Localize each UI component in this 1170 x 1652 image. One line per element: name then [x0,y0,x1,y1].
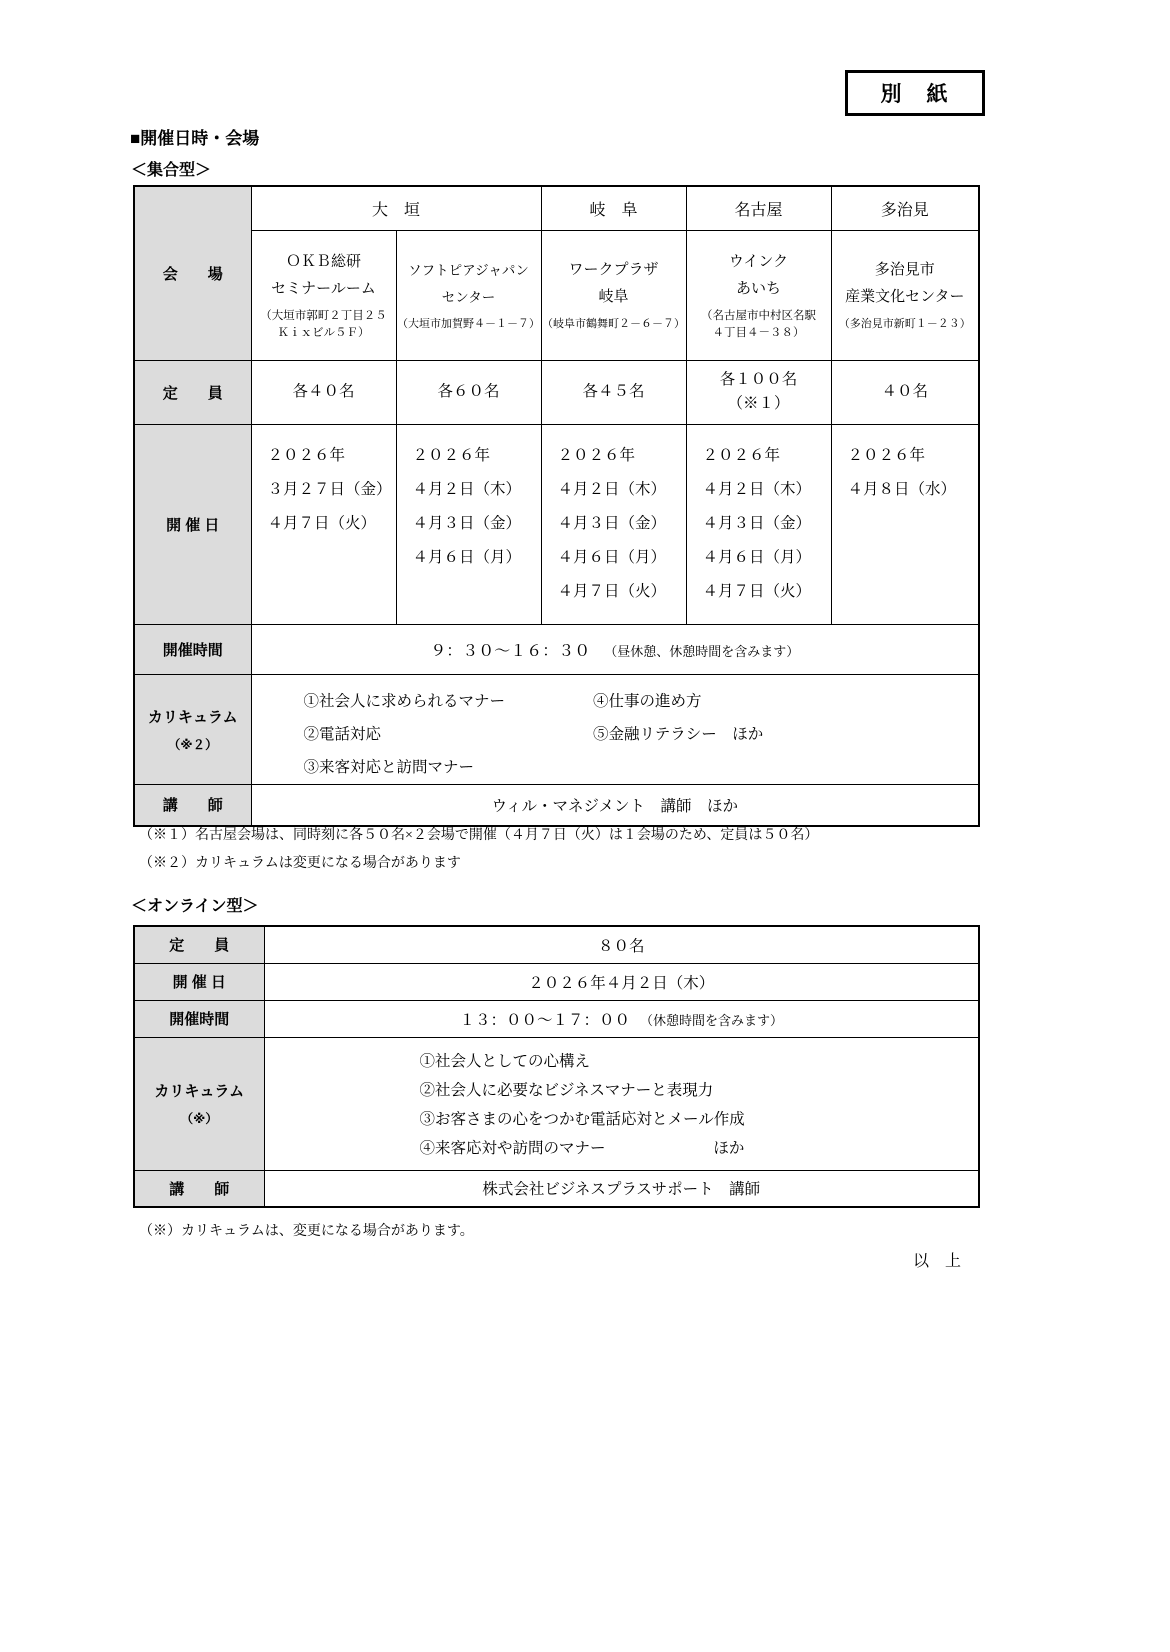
capacity-winc-aichi [686,360,831,424]
date-line: ４月６日（月） [557,548,667,566]
venue-tajimi [831,230,979,360]
curriculum-item: ④仕事の進め方 [593,692,702,710]
city-tajimi: 多治見 [831,186,979,230]
curriculum-item: ③来客対応と訪問マナー [303,758,475,776]
row-label-capacity: 定 員 [134,360,251,424]
venue-softopia [396,230,541,360]
capacity-value: 各４５名 [582,383,645,400]
date-line: ２０２６年 [412,446,491,464]
curriculum-item: ②電話対応 [303,725,382,743]
venue-row [134,230,979,360]
footnote-1: （※１）名古屋会場は、同時刻に各５０名×２会場で開催（４月７日（火）は１会場のため、定員は５０名） [139,828,819,843]
online-time-value: １３：００～１７：００ [459,1011,631,1029]
time-row [134,624,979,674]
capacity-value: 各６０名 [437,383,500,400]
venue-name: ＯＫＢ総研 [285,253,361,270]
venue-name: 産業文化センター [845,289,965,305]
date-line: ４月３日（金） [412,514,522,532]
city-ogaki: 大 垣 [251,186,541,230]
online-footnote: （※）カリキュラムは、変更になる場合があります。 [139,1224,474,1239]
row-label-capacity: 定 員 [134,926,264,963]
curriculum-item: ②社会人に必要なビジネスマナーと表現力 [419,1081,714,1099]
curriculum-item: ①社会人に求められるマナー [303,692,506,710]
online-section-heading: ＜オンライン型＞ [131,898,259,915]
row-label-lecturer: 講 師 [134,1170,264,1207]
curriculum-cell [251,674,979,784]
date-line: ４月３日（金） [557,514,667,532]
row-label-time: 開催時間 [134,1000,264,1037]
row-label-date: 開 催 日 [134,963,264,1000]
date-line: ４月２日（木） [412,480,522,498]
appendix-tag-box [845,70,985,116]
online-capacity-row [134,926,979,963]
time-note: （昼休憩、休憩時間を含みます） [604,643,800,659]
date-line: ３月２７日（金） [267,480,392,498]
online-time-cell [264,1000,979,1037]
date-line: ４月７日（火） [702,582,812,600]
online-curriculum-row [134,1037,979,1170]
venue-winc-aichi [686,230,831,360]
venue-name: センター [441,290,496,305]
dates-workplaza [541,424,686,624]
online-date-value: ２０２６年４月２日（木） [264,963,979,1000]
curriculum-label: カリキュラム [154,1083,245,1100]
page-title: ■開催日時・会場 [130,129,260,148]
online-schedule-table [133,925,980,1208]
date-line: ４月２日（木） [702,480,812,498]
venue-name: ワークプラザ [568,262,659,278]
date-line: ４月６日（月） [702,548,812,566]
curriculum-label-note: （※） [180,1112,218,1126]
date-line: ４月８日（水） [847,480,957,498]
time-cell [251,624,979,674]
dates-tajimi [831,424,979,624]
venue-name: ソフトピアジャパン [408,263,529,278]
capacity-value: ４０名 [881,383,929,400]
capacity-note: （※１） [727,395,790,412]
capacity-softopia [396,360,541,424]
venue-address: （岐阜市鶴舞町２－６－７） [542,318,686,330]
venue-address: ４丁目４－３８） [712,326,805,339]
dates-okb [251,424,396,624]
time-value: ９：３０～１６：３０ [430,642,591,660]
date-line: ２０２６年 [267,446,346,464]
dates-softopia [396,424,541,624]
venue-name: 多治見市 [874,262,935,278]
lecturer-cell: ウィル・マネジメント 講師 ほか [251,784,979,826]
online-time-row [134,1000,979,1037]
venue-okb [251,230,396,360]
row-label-lecturer: 講 師 [134,784,251,826]
online-lecturer-value: 株式会社ビジネスプラスサポート 講師 [264,1170,979,1207]
venue-name: セミナールーム [271,280,376,297]
capacity-row [134,360,979,424]
venue-address: （多治見市新町１－２３） [838,318,971,330]
venue-name: あいち [736,280,782,297]
city-gifu: 岐 阜 [541,186,686,230]
row-label-time: 開催時間 [134,624,251,674]
appendix-tag-label: 別 紙 [880,83,950,106]
date-line: ４月６日（月） [412,548,522,566]
group-schedule-table [133,185,980,827]
group-section-heading: ＜集合型＞ [131,162,212,179]
city-header-row [134,186,979,230]
row-label-curriculum [134,674,251,784]
venue-name: ウインク [728,253,789,270]
venue-address: （大垣市郭町２丁目２５ [260,309,387,322]
venue-address: （名古屋市中村区名駅 [701,309,817,322]
online-lecturer-row [134,1170,979,1207]
venue-address: Ｋｉｘビル５Ｆ） [277,326,370,339]
curriculum-item: ④来客応対や訪問のマナー [419,1139,606,1157]
lecturer-row [134,784,979,826]
online-time-note: （休憩時間を含みます） [639,1012,783,1028]
date-row [134,424,979,624]
dates-winc-aichi [686,424,831,624]
capacity-okb [251,360,396,424]
curriculum-item: ⑤金融リテラシー ほか [593,725,764,743]
capacity-value: 各４０名 [292,383,355,400]
curriculum-extra: ほか [713,1139,745,1157]
venue-address: （大垣市加賀野４－１－７） [397,318,540,330]
date-line: ４月２日（木） [557,480,667,498]
date-line: ４月７日（火） [557,582,667,600]
footnote-2: （※２）カリキュラムは変更になる場合があります [139,856,461,871]
curriculum-item: ①社会人としての心構え [419,1052,591,1070]
venue-name: 岐阜 [598,289,629,305]
date-line: ２０２６年 [557,446,636,464]
curriculum-item: ③お客さまの心をつかむ電話応対とメール作成 [419,1110,745,1128]
date-line: ４月３日（金） [702,514,812,532]
date-line: ２０２６年 [702,446,781,464]
capacity-tajimi [831,360,979,424]
curriculum-label: カリキュラム [147,708,238,726]
date-line: ２０２６年 [847,446,926,464]
curriculum-row [134,674,979,784]
closing-text: 以 上 [913,1253,962,1270]
capacity-workplaza [541,360,686,424]
row-label-venue: 会 場 [134,186,251,360]
online-capacity-value: ８０名 [264,926,979,963]
capacity-value: 各１００名 [719,371,798,388]
online-curriculum-cell [264,1037,979,1170]
city-nagoya: 名古屋 [686,186,831,230]
venue-workplaza [541,230,686,360]
date-line: ４月７日（火） [267,514,377,532]
online-date-row [134,963,979,1000]
curriculum-label-note: （※２） [167,737,218,752]
group-footnotes [139,822,818,878]
row-label-curriculum [134,1037,264,1170]
row-label-date: 開 催 日 [134,424,251,624]
